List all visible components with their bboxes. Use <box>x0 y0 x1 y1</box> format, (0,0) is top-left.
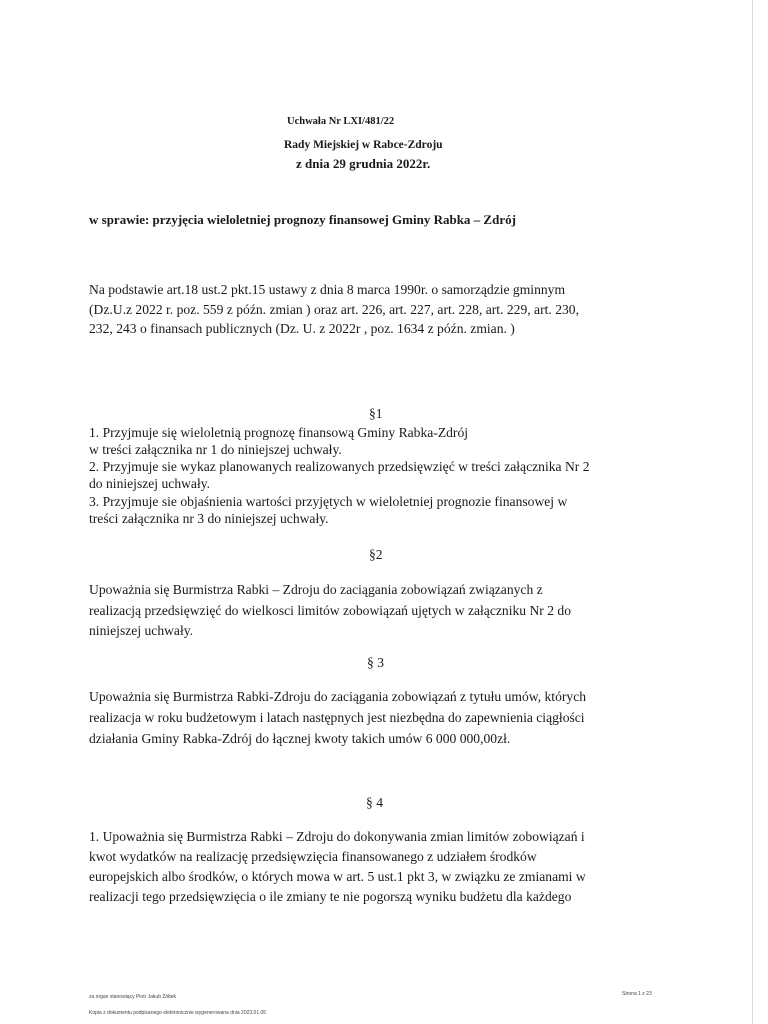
resolution-subject: w sprawie: przyjęcia wieloletniej prognozy finansowej Gminy Rabka – Zdrój <box>89 212 516 227</box>
section-4-line: realizacji tego przedsięwzięcia o ile zmiany te nie pogorszą wyniku budżetu dla każdego <box>89 889 572 904</box>
section-2-title: §2 <box>369 547 383 562</box>
section-1-line: treści załącznika nr 3 do niniejszej uchwały. <box>89 511 329 526</box>
preamble-line: (Dz.U.z 2022 r. poz. 559 z późn. zmian ) oraz art. 226, art. 227, art. 228, art. 229, art. 230, <box>89 302 579 317</box>
section-3-line: realizacja w roku budżetowym i latach następnych jest niezbędna do zapewnienia ciągłości <box>89 710 585 725</box>
footer-page-number: Strona 1 z 23 <box>622 991 652 997</box>
section-1-line: 1. Przyjmuje się wieloletnią prognozę finansową Gminy Rabka-Zdrój <box>89 425 469 440</box>
resolution-date: z dnia 29 grudnia 2022r. <box>296 156 431 171</box>
section-4-title: § 4 <box>366 795 383 810</box>
section-2-line: Upoważnia się Burmistrza Rabki – Zdroju do zaciągania zobowiązań związanych z <box>89 582 543 597</box>
section-4-line: 1. Upoważnia się Burmistrza Rabki – Zdroju do dokonywania zmian limitów zobowiązań i <box>89 829 585 844</box>
resolution-number: Uchwała Nr LXI/481/22 <box>287 116 395 127</box>
section-1-line: do niniejszej uchwały. <box>89 476 211 491</box>
section-1-line: 3. Przyjmuje sie objaśnienia wartości przyjętych w wieloletniej prognozie finansowej w <box>89 494 568 509</box>
section-2-line: realizacją przedsięwzięć do wielkosci limitów zobowiązań ujętych w załączniku Nr 2 do <box>89 603 572 618</box>
preamble-line: 232, 243 o finansach publicznych (Dz. U. z 2022r , poz. 1634 z późn. zmian. ) <box>89 321 515 336</box>
section-1-line: 2. Przyjmuje sie wykaz planowanych realizowanych przedsięwzięć w treści załącznika Nr 2 <box>89 459 590 474</box>
council-name: Rady Miejskiej w Rabce-Zdroju <box>284 139 443 151</box>
section-3-line: działania Gminy Rabka-Zdrój do łącznej kwoty takich umów 6 000 000,00zł. <box>89 731 511 746</box>
section-3-title: § 3 <box>367 655 384 670</box>
section-3-line: Upoważnia się Burmistrza Rabki-Zdroju do zaciągania zobowiązań z tytułu umów, których <box>89 689 587 704</box>
page-edge-divider <box>752 0 753 1024</box>
footer-copy-note: Kopia z dokumentu podpisanego elektronicznie wygenerowana dnia 2023.01.05 <box>89 1010 267 1016</box>
section-4-line: kwot wydatków na realizację przedsięwzięcia finansowanego z udziałem środków <box>89 849 537 864</box>
section-2-line: niniejszej uchwały. <box>89 623 194 638</box>
preamble-line: Na podstawie art.18 ust.2 pkt.15 ustawy z dnia 8 marca 1990r. o samorządzie gminnym <box>89 282 566 297</box>
section-1-title: §1 <box>369 406 383 421</box>
section-4-line: europejskich albo środków, o których mowa w art. 5 ust.1 pkt 3, w związku ze zmianami w <box>89 869 586 884</box>
section-1-line: w treści załącznika nr 1 do niniejszej uchwały. <box>89 442 342 457</box>
footer-signer: za organ stanowiący Piotr Jakub Żółtek <box>89 994 176 1000</box>
